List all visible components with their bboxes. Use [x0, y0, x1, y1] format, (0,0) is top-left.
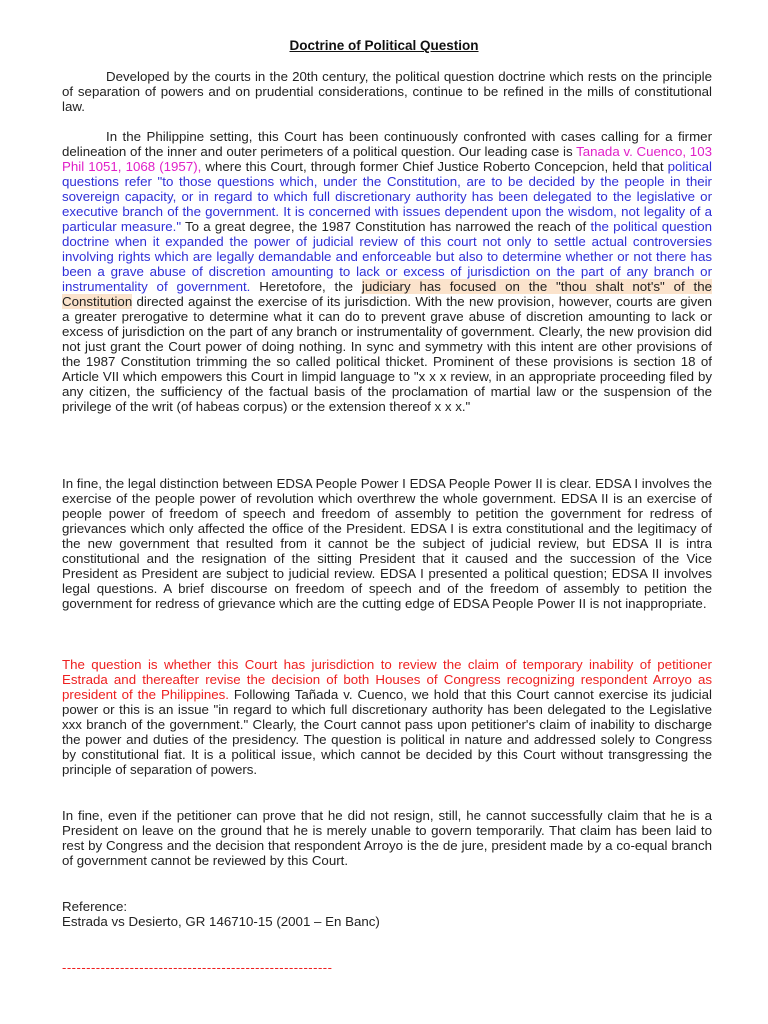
separator-line: -------------------------------------------------------- [62, 960, 333, 975]
p2-text-c: To a great degree, the 1987 Constitution has narrowed the reach of [181, 219, 591, 234]
paragraph-conclusion: In fine, even if the petitioner can prove that he did not resign, still, he cannot successfully claim that he is a President on leave on the ground that he is merely unable to govern temporarily. That claim has been laid to rest by Congress and the decision that respondent Arroyo is the de jure, president made by a co-equal branch of government cannot be reviewed by this Court. [62, 808, 712, 868]
p2-text-e: directed against the exercise of its jurisdiction. With the new provision, however, courts are given a greater prerogative to determine what it can do to prevent grave abuse of discretion amounting to lack or excess of jurisdiction on the part of any branch or instrumentality of government. Clearly, the new provision did not just grant the Court power of doing nothing. In sync and symmetry with this intent are other provisions of the 1987 Constitution trimming the so called political thicket. Prominent of these provisions is section 18 of Article VII which empowers this Court in limpid language to "x x x review, in an appropriate proceeding filed by any citizen, the sufficiency of the factual basis of the proclamation of martial law or the suspension of the privilege of the writ (of habeas corpus) or the extension thereof x x x." [62, 294, 712, 414]
question-statement: The question is whether this Court has jurisdiction to review the claim of temporary inability of petitioner Estrada and thereafter revise the decision of both Houses of Congress recognizing respondent Arroyo as president of the Philippines. [62, 657, 712, 702]
p2-text-d: Heretofore, the [250, 279, 362, 294]
highlighted-phrase: judiciary has focused on the "thou shalt not's" of the Constitution [62, 279, 712, 309]
document-title: Doctrine of Political Question [289, 38, 479, 53]
p2-text-a: In the Philippine setting, this Court has been continuously confronted with cases calling for a firmer delineation of the inner and outer perimeters of a political question. Our leading case is [62, 129, 712, 159]
reference-label: Reference: [62, 899, 128, 914]
paragraph-question [62, 657, 712, 777]
reference-citation: Estrada vs Desierto, GR 146710-15 (2001 – En Banc) [62, 914, 380, 929]
paragraph-edsa: In fine, the legal distinction between EDSA People Power I EDSA People Power II is clear. EDSA I involves the exercise of the people power of revolution which overthrew the whole government. EDSA II is an exercise of people power of freedom of speech and freedom of assembly to petition the government for redress of grievances which only affected the office of the President. EDSA I is extra constitutional and the legitimacy of the new government that resulted from it cannot be the subject of judicial review, but EDSA II is intra constitutional and the resignation of the sitting President that it caused and the succession of the Vice President as President are subject to judicial review. EDSA I presented a political question; EDSA II involves legal questions. A brief discourse on freedom of speech and of the freedom of assembly to petition the government for redress of grievance which are the cutting edge of EDSA People Power II is not inappropriate. [62, 476, 712, 611]
p2-text-b: where this Court, through former Chief Justice Roberto Concepcion, held that [201, 159, 668, 174]
paragraph-intro: Developed by the courts in the 20th century, the political question doctrine which rests on the principle of separation of powers and on prudential considerations, continue to be refined in the mills of constitutional law. [62, 69, 712, 114]
quotation-judicial-review: the political question doctrine when it expanded the power of judicial review of this court not only to settle actual controversies involving rights which are legally demandable and enforceable but also to determine whether or not there has been a grave abuse of discretion amounting to lack or excess of jurisdiction on the part of any branch or instrumentality of government. [62, 219, 713, 294]
p4-text-rest: Following Tañada v. Cuenco, we hold that this Court cannot exercise its judicial power or this is an issue "in regard to which full discretionary authority has been delegated to the Legislative xxx branch of the government." Clearly, the Court cannot pass upon petitioner's claim of inability to discharge the power and duties of the presidency. The question is political in nature and addressed solely to Congress by constitutional fiat. It is a political issue, which cannot be decided by this Court without transgressing the principle of separation of powers. [62, 687, 712, 777]
quotation-political-questions: political questions refer "to those questions which, under the Constitution, are to be decided by the people in their sovereign capacity, or in regard to which full discretionary authority has been delegated to the legislative or executive branch of the government. It is concerned with issues dependent upon the wisdom, not legality of a particular measure." [62, 159, 712, 234]
case-citation-tanada: Tanada v. Cuenco, 103 Phil 1051, 1068 (1957), [62, 144, 712, 174]
paragraph-philippine-setting [62, 129, 712, 414]
